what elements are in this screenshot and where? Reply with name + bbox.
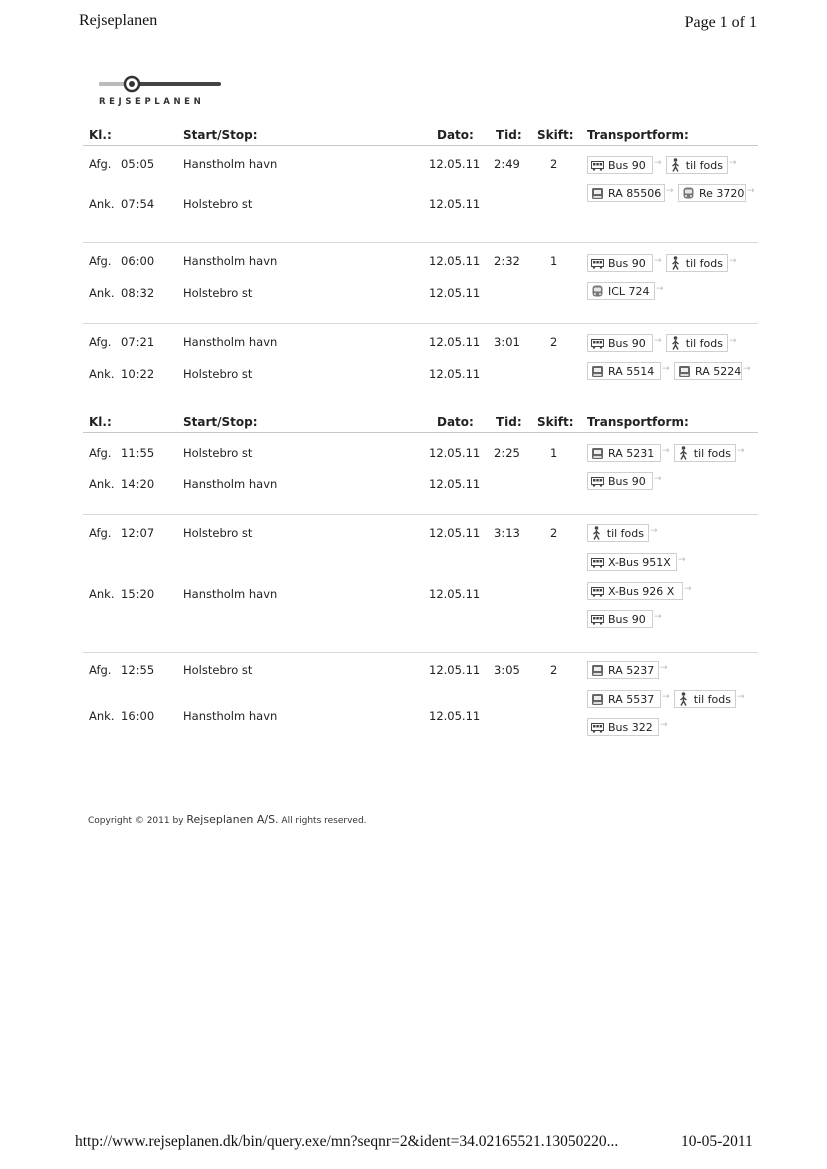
departure-date: 12.05.11	[429, 254, 481, 268]
transport-label: til fods	[693, 692, 731, 706]
to-stop: Hanstholm havn	[183, 587, 278, 601]
transport-badge[interactable]	[587, 362, 661, 380]
arrow-right-icon: →	[684, 584, 692, 594]
arrow-right-icon: →	[654, 612, 662, 622]
transport-badge[interactable]	[587, 334, 653, 352]
bus-icon	[591, 337, 604, 350]
col-start-stop: Start/Stop:	[183, 128, 258, 142]
arrow-right-icon: →	[747, 186, 755, 196]
arrival-label: Ank.	[89, 477, 115, 491]
col-tid: Tid:	[496, 415, 522, 429]
col-dato: Dato:	[437, 415, 474, 429]
arrival-time: 08:32	[121, 286, 155, 300]
col-kl: Kl.:	[89, 415, 112, 429]
row-divider	[83, 242, 758, 243]
print-footer-url: http://www.rejseplanen.dk/bin/query.exe/mn?seqnr=2&ident=34.02165521.13050220...	[75, 1133, 619, 1150]
arrival-date: 12.05.11	[429, 477, 481, 491]
departure-date: 12.05.11	[429, 526, 481, 540]
departure-time: 05:05	[121, 157, 155, 171]
transport-badge[interactable]	[587, 553, 677, 571]
arrival-label: Ank.	[89, 286, 115, 300]
changes-count: 2	[550, 526, 558, 540]
arrow-right-icon: →	[666, 186, 674, 196]
transport-label: RA 85506	[608, 186, 662, 200]
bus-icon	[591, 556, 604, 569]
transport-badge[interactable]	[674, 690, 736, 708]
arrival-label: Ank.	[89, 197, 115, 211]
duration: 2:32	[494, 254, 520, 268]
transport-label: X-Bus 951X	[608, 555, 671, 569]
transport-badge[interactable]	[674, 362, 742, 380]
train-icon	[591, 285, 604, 298]
arrow-right-icon: →	[737, 692, 745, 702]
arrival-date: 12.05.11	[429, 286, 481, 300]
row-divider	[83, 514, 758, 515]
departure-time: 11:55	[121, 446, 155, 460]
arrow-right-icon: →	[660, 720, 668, 730]
duration: 3:05	[494, 663, 520, 677]
arrival-time: 10:22	[121, 367, 155, 381]
bus-icon	[591, 585, 604, 598]
regional-train-icon	[591, 664, 604, 677]
print-header-page: Page 1 of 1	[684, 14, 757, 31]
copyright: Copyright © 2011 by Rejseplanen A/S. All rights reserved.	[88, 813, 367, 826]
walk-icon	[678, 447, 690, 460]
col-tid: Tid:	[496, 128, 522, 142]
transport-badge[interactable]	[587, 718, 659, 736]
transport-badge[interactable]	[587, 184, 665, 202]
from-stop: Hanstholm havn	[183, 254, 278, 268]
duration: 2:49	[494, 157, 520, 171]
transport-label: til fods	[693, 446, 731, 460]
col-skift: Skift:	[537, 415, 574, 429]
departure-label: Afg.	[89, 335, 112, 349]
arrow-right-icon: →	[654, 158, 662, 168]
departure-date: 12.05.11	[429, 335, 481, 349]
transport-label: RA 5231	[608, 446, 655, 460]
arrival-date: 12.05.11	[429, 709, 481, 723]
transport-badge[interactable]	[587, 472, 653, 490]
col-transport: Transportform:	[587, 415, 689, 429]
transport-badge[interactable]	[666, 254, 728, 272]
arrow-right-icon: →	[729, 256, 737, 266]
transport-badge[interactable]	[587, 610, 653, 628]
transport-label: til fods	[685, 256, 723, 270]
train-icon	[682, 187, 695, 200]
duration: 2:25	[494, 446, 520, 460]
transport-badge[interactable]	[587, 444, 661, 462]
from-stop: Holstebro st	[183, 446, 253, 460]
walk-icon	[678, 693, 690, 706]
bus-icon	[591, 475, 604, 488]
transport-badge[interactable]	[587, 254, 653, 272]
transport-label: til fods	[685, 158, 723, 172]
from-stop: Hanstholm havn	[183, 335, 278, 349]
transport-label: Re 3720	[699, 186, 745, 200]
departure-time: 07:21	[121, 335, 155, 349]
transport-label: Bus 90	[608, 336, 646, 350]
transport-badge[interactable]	[587, 156, 653, 174]
departure-label: Afg.	[89, 446, 112, 460]
departure-label: Afg.	[89, 526, 112, 540]
logo-wordmark: REJSEPLANEN	[99, 97, 205, 107]
transport-label: RA 5237	[608, 663, 655, 677]
walk-icon	[591, 527, 603, 540]
arrow-right-icon: →	[654, 336, 662, 346]
col-skift: Skift:	[537, 128, 574, 142]
departure-time: 12:07	[121, 526, 155, 540]
col-kl: Kl.:	[89, 128, 112, 142]
walk-icon	[670, 337, 682, 350]
changes-count: 1	[550, 254, 558, 268]
transport-badge[interactable]	[587, 690, 661, 708]
transport-label: RA 5514	[608, 364, 655, 378]
departure-date: 12.05.11	[429, 157, 481, 171]
row-divider	[83, 652, 758, 653]
departure-time: 06:00	[121, 254, 155, 268]
arrival-date: 12.05.11	[429, 197, 481, 211]
transport-label: RA 5537	[608, 692, 655, 706]
bus-icon	[591, 613, 604, 626]
arrival-date: 12.05.11	[429, 367, 481, 381]
arrival-label: Ank.	[89, 709, 115, 723]
transport-label: Bus 90	[608, 474, 646, 488]
arrow-right-icon: →	[662, 446, 670, 456]
arrow-right-icon: →	[678, 555, 686, 565]
departure-time: 12:55	[121, 663, 155, 677]
transport-badge[interactable]	[666, 334, 728, 352]
transport-label: Bus 90	[608, 256, 646, 270]
print-footer-date: 10-05-2011	[681, 1133, 753, 1150]
col-transport: Transportform:	[587, 128, 689, 142]
arrival-time: 16:00	[121, 709, 155, 723]
arrow-right-icon: →	[662, 692, 670, 702]
regional-train-icon	[591, 447, 604, 460]
arrow-right-icon: →	[660, 663, 668, 673]
arrival-time: 14:20	[121, 477, 155, 491]
duration: 3:01	[494, 335, 520, 349]
transport-badge[interactable]	[587, 582, 683, 600]
departure-label: Afg.	[89, 663, 112, 677]
transport-label: til fods	[685, 336, 723, 350]
to-stop: Holstebro st	[183, 197, 253, 211]
arrival-time: 15:20	[121, 587, 155, 601]
changes-count: 2	[550, 157, 558, 171]
transport-badge[interactable]	[674, 444, 736, 462]
col-dato: Dato:	[437, 128, 474, 142]
to-stop: Hanstholm havn	[183, 709, 278, 723]
arrow-right-icon: →	[654, 256, 662, 266]
transport-badge[interactable]	[587, 524, 649, 542]
regional-train-icon	[591, 365, 604, 378]
changes-count: 1	[550, 446, 558, 460]
from-stop: Holstebro st	[183, 526, 253, 540]
transport-label: Bus 322	[608, 720, 653, 734]
arrow-right-icon: →	[729, 158, 737, 168]
changes-count: 2	[550, 663, 558, 677]
bus-icon	[591, 257, 604, 270]
from-stop: Hanstholm havn	[183, 157, 278, 171]
changes-count: 2	[550, 335, 558, 349]
departure-label: Afg.	[89, 157, 112, 171]
row-divider	[83, 323, 758, 324]
transport-label: X-Bus 926 X	[608, 584, 675, 598]
arrival-label: Ank.	[89, 367, 115, 381]
bus-icon	[591, 159, 604, 172]
bus-icon	[591, 721, 604, 734]
arrival-label: Ank.	[89, 587, 115, 601]
walk-icon	[670, 159, 682, 172]
transport-badge[interactable]	[666, 156, 728, 174]
col-start-stop: Start/Stop:	[183, 415, 258, 429]
departure-label: Afg.	[89, 254, 112, 268]
regional-train-icon	[678, 365, 691, 378]
arrow-right-icon: →	[737, 446, 745, 456]
walk-icon	[670, 257, 682, 270]
departure-date: 12.05.11	[429, 446, 481, 460]
transport-label: Bus 90	[608, 612, 646, 626]
arrow-right-icon: →	[650, 526, 658, 536]
regional-train-icon	[591, 693, 604, 706]
to-stop: Hanstholm havn	[183, 477, 278, 491]
arrow-right-icon: →	[654, 474, 662, 484]
from-stop: Holstebro st	[183, 663, 253, 677]
transport-label: Bus 90	[608, 158, 646, 172]
transport-label: til fods	[606, 526, 644, 540]
arrow-right-icon: →	[729, 336, 737, 346]
transport-label: RA 5224	[695, 364, 742, 378]
transport-label: ICL 724	[608, 284, 650, 298]
print-header-title: Rejseplanen	[79, 12, 158, 29]
transport-badge[interactable]	[587, 282, 655, 300]
arrow-right-icon: →	[743, 364, 751, 374]
arrival-date: 12.05.11	[429, 587, 481, 601]
to-stop: Holstebro st	[183, 367, 253, 381]
arrow-right-icon: →	[656, 284, 664, 294]
transport-badge[interactable]	[678, 184, 746, 202]
to-stop: Holstebro st	[183, 286, 253, 300]
departure-date: 12.05.11	[429, 663, 481, 677]
arrow-right-icon: →	[662, 364, 670, 374]
regional-train-icon	[591, 187, 604, 200]
arrival-time: 07:54	[121, 197, 155, 211]
duration: 3:13	[494, 526, 520, 540]
transport-badge[interactable]	[587, 661, 659, 679]
